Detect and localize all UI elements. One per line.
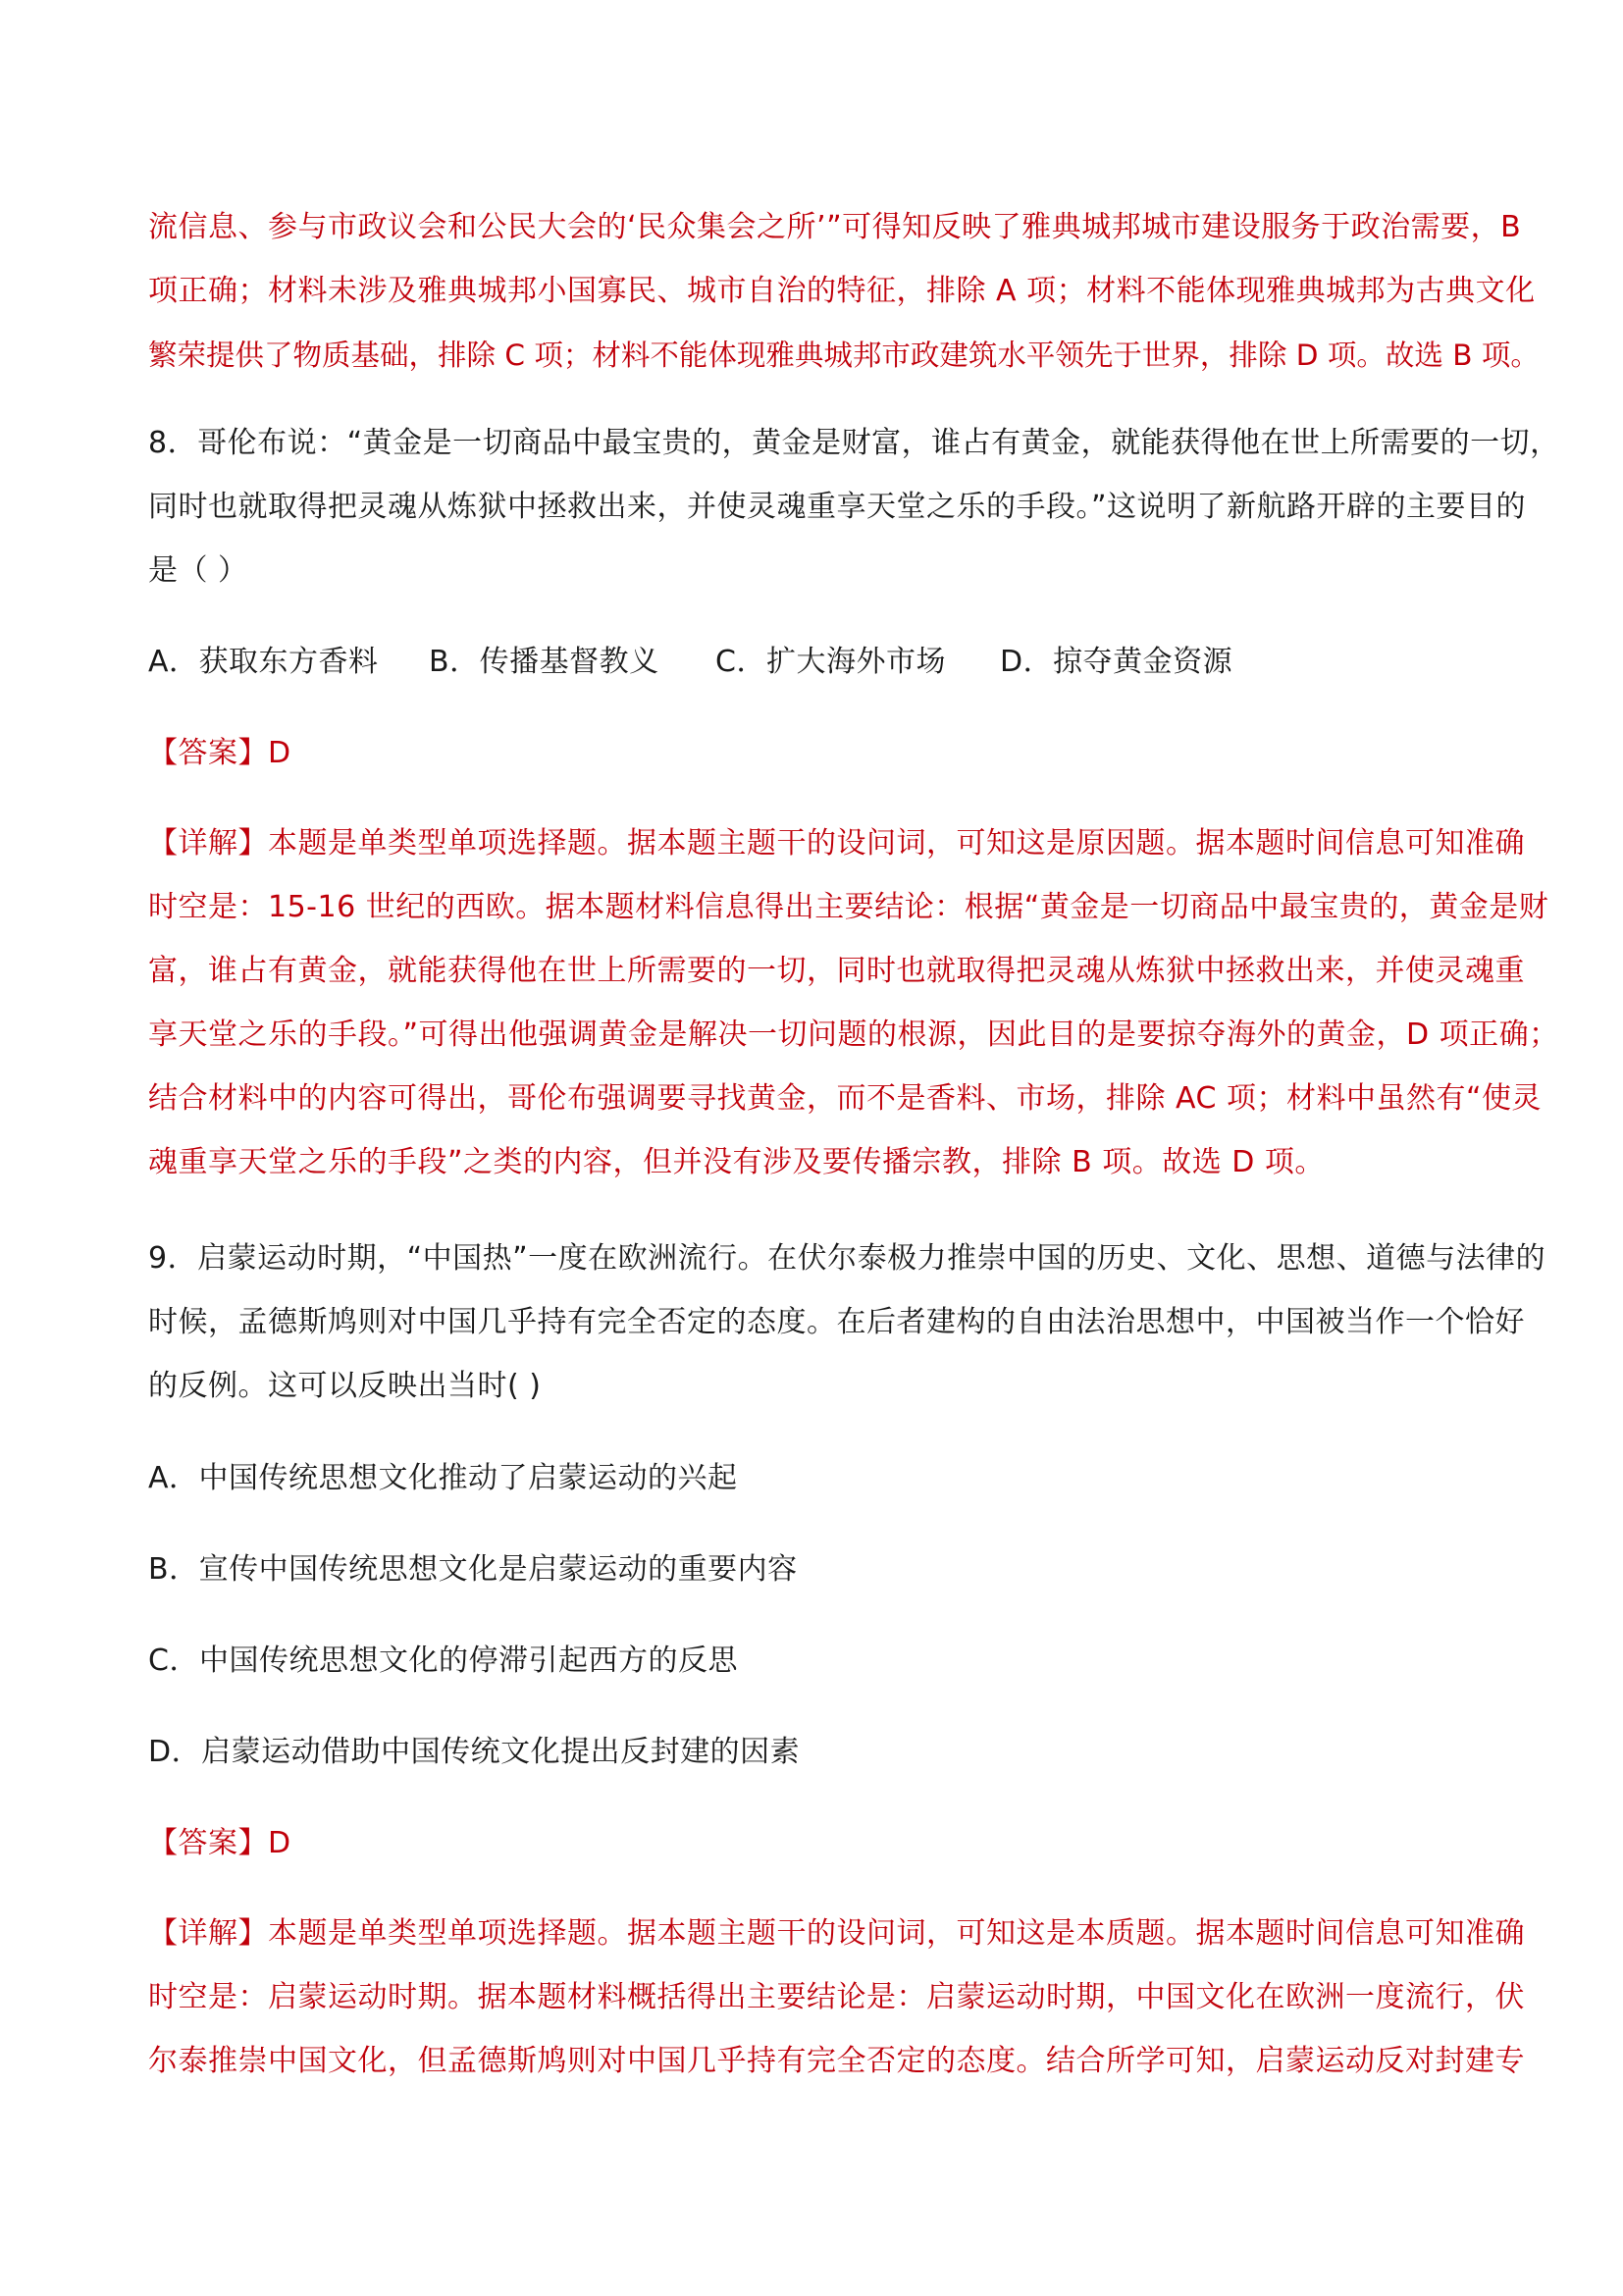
- q8-options: [148, 643, 1492, 682]
- q9-answer-tag: 【答案】: [148, 1826, 268, 1860]
- q8-stem-line-2: 同时也就取得把灵魂从炼狱中拯救出来，并使灵魂重享天堂之乐的手段。”这说明了新航路开辟的主要目的: [148, 490, 1527, 524]
- q9-option-d: D．启蒙运动借助中国传统文化提出反封建的因素: [148, 1735, 801, 1769]
- q9-stem-line-2: 时候，孟德斯鸠则对中国几乎持有完全否定的态度。在后者建构的自由法治思想中，中国被当作一个恰好: [148, 1305, 1525, 1339]
- q8-detail-line-5: 结合材料中的内容可得出，哥伦布强调要寻找黄金，而不是香料、市场，排除 AC 项；材料中虽然有“使灵: [148, 1081, 1543, 1116]
- q8-detail-text-1: 本题是单类型单项选择题。据本题主题干的设问词，可知这是原因题。据本题时间信息可知准确: [268, 826, 1525, 861]
- q8-option-c: C．扩大海外市场: [715, 645, 946, 679]
- q9-option-a: A．中国传统思想文化推动了启蒙运动的兴起: [148, 1461, 738, 1495]
- q8-stem-line-3: 是（ ）: [148, 553, 248, 588]
- q9-answer-value: D: [268, 1826, 291, 1860]
- q7-detail-line-1: 流信息、参与市政议会和公民大会的‘民众集会之所’”可得知反映了雅典城邦城市建设服务于政治需要，B: [148, 210, 1522, 244]
- q8-detail-line-2: 时空是：15-16 世纪的西欧。据本题材料信息得出主要结论：根据“黄金是一切商品中最宝贵的，黄金是财: [148, 890, 1549, 924]
- q8-answer: [148, 734, 1492, 773]
- q9-stem-line-1: 9．启蒙运动时期，“中国热”一度在欧洲流行。在伏尔泰极力推崇中国的历史、文化、思想、道德与法律的: [148, 1241, 1546, 1276]
- q8-detail-line-4: 享天堂之乐的手段。”可得出他强调黄金是解决一切问题的根源，因此目的是要掠夺海外的黄金，D 项正确；: [148, 1018, 1559, 1052]
- q8-answer-tag: 【答案】: [148, 736, 268, 770]
- q9-detail-line-2: 时空是：启蒙运动时期。据本题材料概括得出主要结论是：启蒙运动时期，中国文化在欧洲一度流行，伏: [148, 1980, 1525, 2014]
- q8-option-d: D．掠夺黄金资源: [1000, 645, 1233, 679]
- q7-detail-line-2: 项正确；材料未涉及雅典城邦小国寡民、城市自治的特征，排除 A 项；材料不能体现雅典城邦为古典文化: [148, 274, 1536, 308]
- q7-detail-line-3: 繁荣提供了物质基础，排除 C 项；材料不能体现雅典城邦市政建筑水平领先于世界，排除 D 项。故选 B 项。: [148, 339, 1540, 372]
- q8-detail-line-6: 魂重享天堂之乐的手段”之类的内容，但并没有涉及要传播宗教，排除 B 项。故选 D 项。: [148, 1145, 1325, 1179]
- q8-answer-value: D: [268, 736, 291, 770]
- q9-answer: [148, 1824, 1492, 1863]
- q9-stem-line-3: 的反例。这可以反映出当时( ): [148, 1369, 542, 1403]
- q9-option-b: B．宣传中国传统思想文化是启蒙运动的重要内容: [148, 1552, 798, 1587]
- q9-detail-line-3: 尔泰推崇中国文化，但孟德斯鸠则对中国几乎持有完全否定的态度。结合所学可知，启蒙运动反对封建专: [148, 2044, 1525, 2078]
- q8-detail-line-1: [148, 824, 1525, 863]
- q9-option-c: C．中国传统思想文化的停滞引起西方的反思: [148, 1644, 738, 1678]
- q8-option-b: B．传播基督教义: [429, 645, 659, 679]
- q8-stem-line-1: 8．哥伦布说：“黄金是一切商品中最宝贵的，黄金是财富，谁占有黄金，就能获得他在世上所需要的一切，: [148, 426, 1560, 460]
- q9-detail-line-1: [148, 1914, 1525, 1954]
- q9-detail-text-1: 本题是单类型单项选择题。据本题主题干的设问词，可知这是本质题。据本题时间信息可知准确: [268, 1916, 1525, 1951]
- q8-detail-tag: 【详解】: [148, 826, 268, 861]
- q9-detail-tag: 【详解】: [148, 1916, 268, 1951]
- q8-option-a: A．获取东方香料: [148, 645, 379, 679]
- q8-detail-line-3: 富，谁占有黄金，就能获得他在世上所需要的一切，同时也就取得把灵魂从炼狱中拯救出来，并使灵魂重: [148, 954, 1525, 988]
